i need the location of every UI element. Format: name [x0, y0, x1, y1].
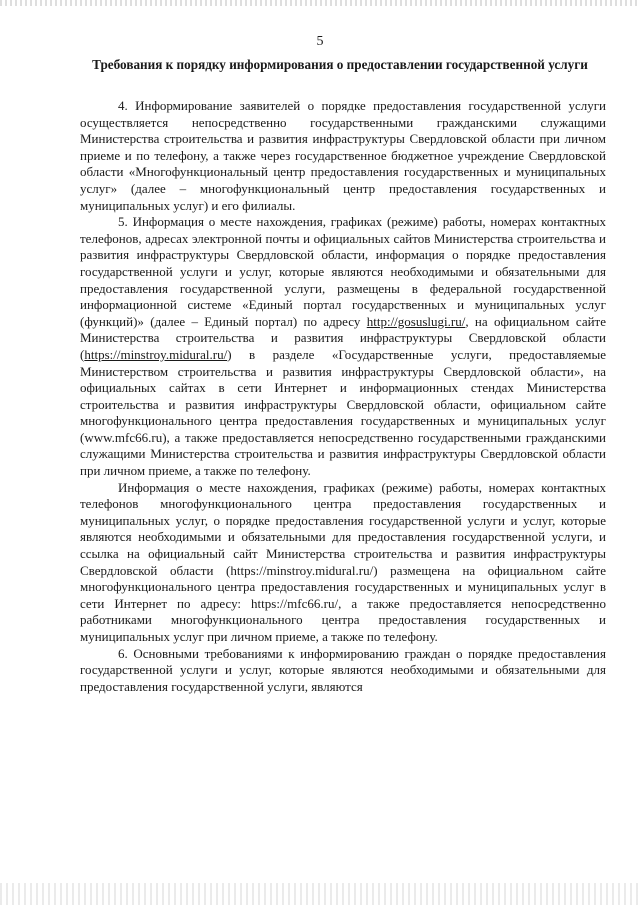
gosuslugi-link[interactable]: http://gosuslugi.ru/: [366, 313, 466, 329]
paragraph-4: 4. Информирование заявителей о порядке предоставления государственной услуги осуществляется непосредственно государственными гражданскими служащими Министерства строительства и развития инфраструктуры Свердловской области при личном приеме и по телефону, а также через государственное бюджетное учреждение Свердловской области «Многофункциональный центр предоставления государственных и муниципальных услуг» (далее – многофункциональный центр предоставления государственных и муниципальных услуг) и его филиалы.: [80, 98, 606, 213]
section-title: Требования к порядку информирования о предоставлении государственной услуги: [92, 57, 588, 72]
paragraph-6: 6. Основными требованиями к информированию граждан о порядке предоставления государственной услуги и услуг, которые являются необходимыми и обязательными для предоставления государственной услуги, являются: [80, 645, 606, 694]
paragraph-5-text-c: ) в разделе «Государственные услуги, предоставляемые Министерством строительства и развития инфраструктуры Свердловской области», на официальных сайтах в сети Интернет и информационных стендах Министерства строительства и развития инфраструктуры Свердловской области, официальном сайте многофункционального центра предоставления государственных и муниципальных услуг (www.mfc66.ru), а также предоставляется непосредственно государственными гражданскими служащими Министерства строительства и развития инфраструктуры Свердловской области при личном приеме, а также по телефону.: [80, 346, 606, 479]
paragraph-5-text-a: 5. Информация о месте нахождения, графиках (режиме) работы, номерах контактных телефонов, адресах электронной почты и официальных сайтов Министерства строительства и развития инфраструктуры Свердловской области, информация о порядке предоставления государственной услуги и услуг, которые являются необходимыми и обязательными для предоставления государственной услуги, размещены в федеральной государственной информационной системе «Единый портал государственных и муниципальных услуг (функций)» (далее – Единый портал) по адресу: [80, 214, 606, 329]
paragraph-mfc-info: Информация о месте нахождения, графиках (режиме) работы, номерах контактных телефонов многофункционального центра предоставления государственных и муниципальных услуг, о порядке предоставления государственной услуги и услуг, которые являются необходимыми и обязательными для предоставления государственной услуги, и ссылка на официальный сайт Министерства строительства и развития инфраструктуры Свердловской области (https://minstroy.midural.ru/) размещена на официальном сайте многофункционального центра предоставления государственных и муниципальных услуг в сети Интернет по адресу: https://mfc66.ru/, а также предоставляется непосредственно работниками многофункционального центра предоставления государственных и муниципальных услуг при личном приеме, а также по телефону.: [80, 479, 606, 644]
minstroy-link[interactable]: https://minstroy.midural.ru/: [84, 346, 228, 362]
scan-edge-bottom: [0, 883, 640, 905]
scan-edge-top: [0, 0, 640, 6]
paragraph-5: [80, 214, 606, 480]
paragraph-5-text-b: , на официальном сайте Министерства строительства и развития инфраструктуры Свердловской области (: [80, 313, 606, 362]
document-body: [80, 98, 606, 695]
page-number: 5: [316, 34, 324, 49]
